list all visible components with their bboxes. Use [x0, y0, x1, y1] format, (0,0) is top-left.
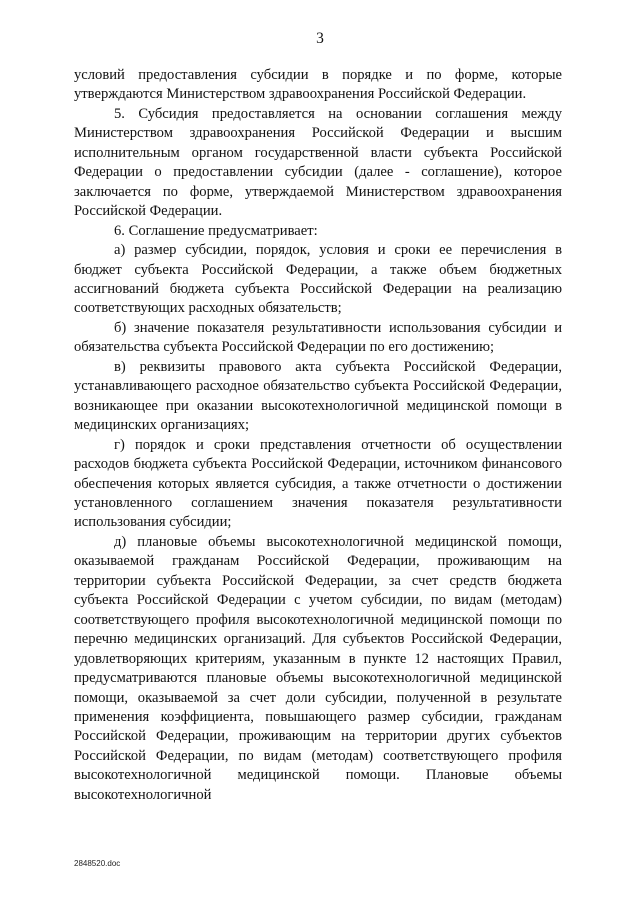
- paragraph-subitem-g: г) порядок и сроки представления отчетности об осуществлении расходов бюджета субъекта Российской Федерации, источником финансового обеспечения которых является субсидия, а также отчетности о достижении установленного соглашением значения показателя результативности использования субсидии;: [74, 436, 562, 531]
- paragraph-subitem-b: б) значение показателя результативности использования субсидии и обязательства субъекта Российской Федерации по его достижению;: [74, 319, 562, 356]
- paragraph-continuation: условий предоставления субсидии в порядке и по форме, которые утверждаются Министерством здравоохранения Российской Федерации.: [74, 67, 562, 103]
- paragraph-subitem-a: а) размер субсидии, порядок, условия и сроки ее перечисления в бюджет субъекта Российской Федерации, а также объем бюджетных ассигнований бюджета субъекта Российской Федерации на реализацию соответствующих расходных обязательств;: [74, 242, 562, 317]
- paragraph-subitem-d: д) плановые объемы высокотехнологичной медицинской помощи, оказываемой гражданам Российской Федерации, проживающим на территории субъекта Российской Федерации, за счет средств бюджета субъекта Российской Федерации с учетом субсидии, по видам (методам) соответствующего профиля высокотехнологичной медицинской помощи по перечню медицинских организаций. Для субъектов Российской Федерации, удовлетворяющих критериям, указанным в пункте 12 настоящих Правил, предусматриваются плановые объемы высокотехнологичной медицинской помощи, оказываемой за счет доли субсидии, полученной в результате применения коэффициента, повышающего размер субсидии, гражданам Российской Федерации, проживающим на территории других субъектов Российской Федерации, по видам (методам) соответствующего профиля высокотехнологичной медицинской помощи. Плановые объемы высокотехнологичной: [74, 533, 562, 803]
- paragraph-item-6: 6. Соглашение предусматривает:: [114, 222, 318, 239]
- paragraph-item-5: 5. Субсидия предоставляется на основании соглашения между Министерством здравоохранения Российской Федерации и высшим исполнительным органом государственной власти субъекта Российской Федерации о предоставлении субсидии (далее - соглашение), которое заключается по форме, утверждаемой Министерством здравоохранения Российской Федерации.: [74, 105, 562, 220]
- file-code: 2848520.doc: [74, 859, 121, 868]
- paragraph-subitem-v: в) реквизиты правового акта субъекта Российской Федерации, устанавливающего расходное обязательство субъекта Российской Федерации, возникающее при оказании высокотехнологичной медицинской помощи в медицинских организациях;: [74, 358, 562, 434]
- page-number: 3: [316, 30, 324, 47]
- document-body: [74, 66, 562, 805]
